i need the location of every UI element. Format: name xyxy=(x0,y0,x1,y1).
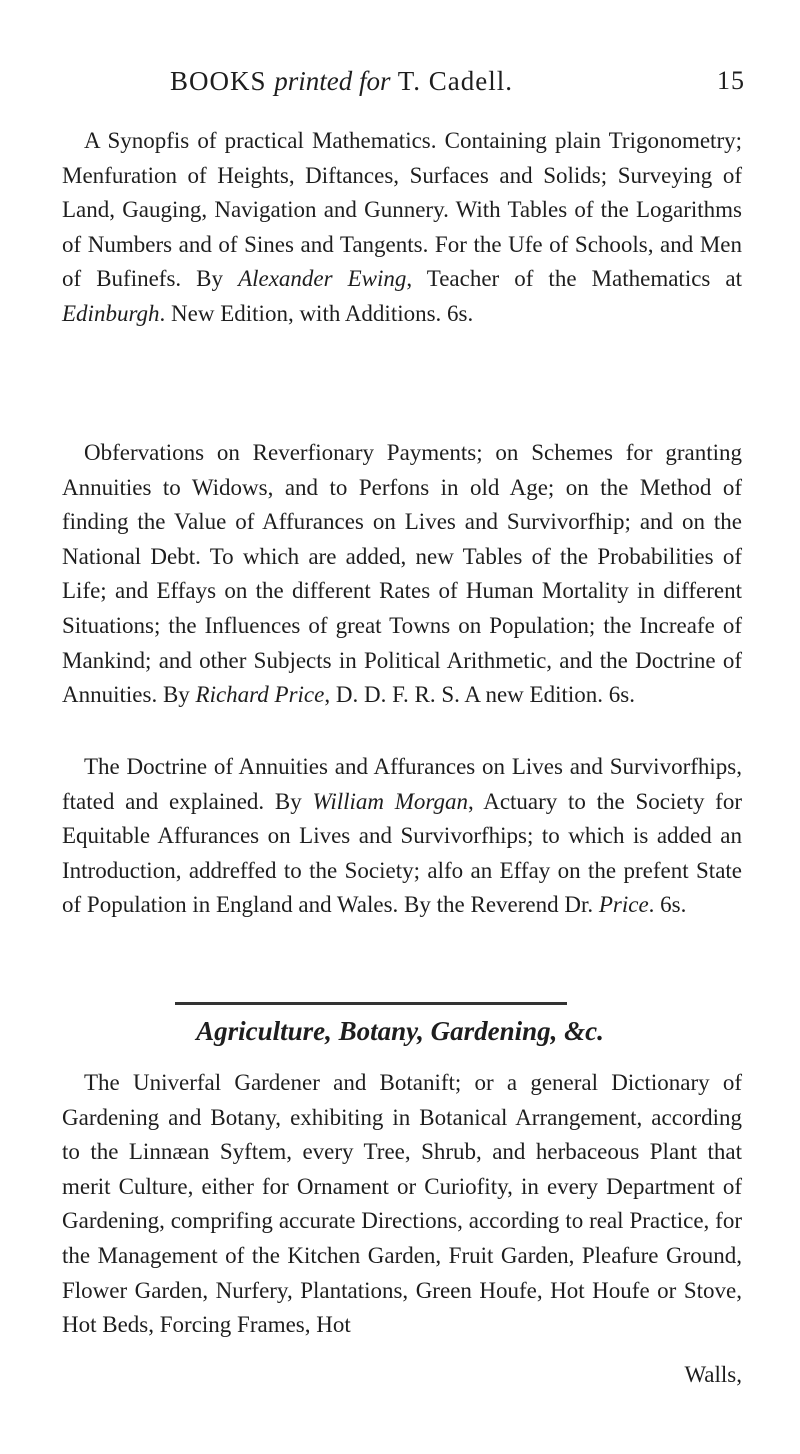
entry-author: Price xyxy=(598,892,649,918)
entry-text: . New Edition, with Additions. 6s. xyxy=(159,300,474,326)
entry-text: , Teacher of the Mathematics at xyxy=(406,266,742,292)
section-divider xyxy=(175,1002,567,1005)
entry-place: Edinburgh xyxy=(62,300,160,326)
catalog-entry-synopsis-mathematics xyxy=(62,124,742,332)
entry-text: Obfervations on Reverfionary Payments; on Schemes for granting Annuities to Widows, and to Perfons in old Age; on the Method of finding the Value of Affurances on Lives and Survivorfhip; and on the National Debt. To which are added, new Tables of the Probabilities of Life; and Effays on the different Rates of Human Mortality in different Situations; the Influences of great Towns on Population; the Increafe of Mankind; and other Subjects in Political Arithmetic, and the Doctrine of Annuities. By xyxy=(62,440,742,708)
section-heading: Agriculture, Botany, Gardening, &c. xyxy=(196,1016,604,1046)
running-title-name: T. Cadell. xyxy=(390,66,514,96)
entry-author: Alexander Ewing xyxy=(238,266,407,292)
running-title xyxy=(170,66,513,97)
running-title-italic: printed for xyxy=(274,66,391,96)
entry-author: William Morgan xyxy=(312,788,469,814)
catalog-entry-reversionary-payments xyxy=(62,436,742,713)
running-header xyxy=(170,62,745,102)
catalog-entry-universal-gardener: The Univerfal Gardener and Botanift; or a general Dictionary of Gardening and Botany, exhibiting in Botanical Arrangement, according to the Linnæan Syftem, every Tree, Shrub, and herbaceous Plant that merit Culture, either for Ornament or Curiofity, in every Department of Gardening, comprifing accurate Directions, according to real Practice, for the Management of the Kitchen Garden, Fruit Garden, Pleafure Ground, Flower Garden, Nurfery, Plantations, Green Houfe, Hot Houfe or Stove, Hot Beds, Forcing Frames, Hot xyxy=(62,1070,742,1338)
entry-text: , D. D. F. R. S. A new Edition. 6s. xyxy=(324,682,635,708)
catchword: Walls, xyxy=(684,1362,742,1387)
entry-text: . 6s. xyxy=(648,892,687,918)
entry-text: A Synopfis of practical Mathematics. Containing plain Trigonometry; Menfuration of Heights, Diftances, Surfaces and Solids; Surveying of Land, Gauging, Navigation and Gunnery. With Tables of the Logarithms of Numbers and of Sines and Tangents. For the Ufe of Schools, and Men of Bufinefs. By xyxy=(62,128,742,292)
catalog-entry-doctrine-annuities xyxy=(62,750,742,923)
entry-text: The Doctrine of Annuities and Affurances on Lives and Survivorfhips, ftated and explained. By xyxy=(62,754,742,814)
entry-author: Richard Price xyxy=(195,682,325,708)
running-title-caps: BOOKS xyxy=(170,66,275,96)
entry-text: , Actuary to the Society for Equitable Affurances on Lives and Survivorfhips; to which is added an Introduction, addreffed to the Society; alfo an Effay on the prefent State of Population in England and Wales. By the Reverend Dr. xyxy=(62,788,742,918)
page-number: 15 xyxy=(717,66,745,95)
